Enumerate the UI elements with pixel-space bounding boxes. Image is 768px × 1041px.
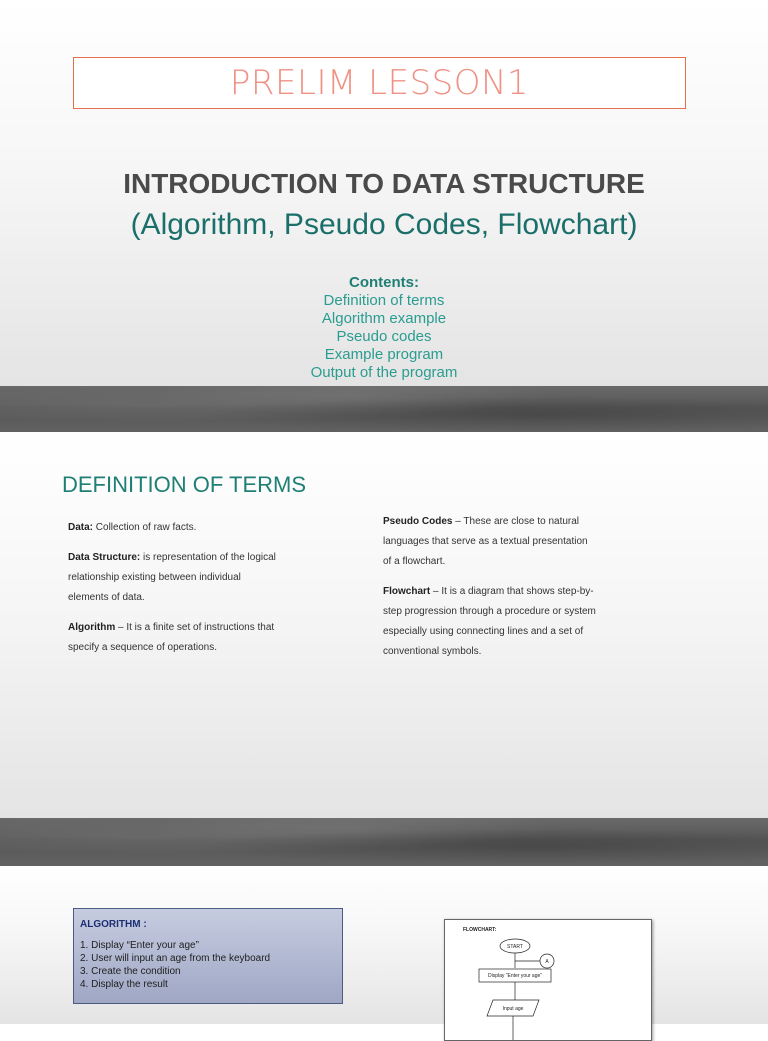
- start-label: START: [507, 944, 523, 950]
- contents-item: Definition of terms: [323, 292, 445, 309]
- contents-heading: Contents:: [349, 274, 419, 291]
- concrete-band: [0, 386, 768, 434]
- algorithm-step: 3. Create the condition: [80, 966, 181, 977]
- algorithm-steps: [80, 939, 336, 991]
- contents-item: Output of the program: [310, 364, 458, 381]
- definition-text: – It is a diagram that shows step-by-step progression through a procedure or system especially using connecting lines and a set of conventional symbols.: [383, 586, 596, 657]
- algorithm-step: 2. User will input an age from the keyboard: [80, 953, 271, 964]
- main-heading: INTRODUCTION TO DATA STRUCTURE: [123, 168, 645, 199]
- algorithm-title: ALGORITHM :: [80, 919, 147, 930]
- definitions-left-column: [68, 518, 278, 668]
- definition-term: Flowchart: [383, 586, 431, 597]
- slide-definitions: [0, 432, 768, 818]
- definition-term: Pseudo Codes: [383, 516, 453, 527]
- connector-label: A: [545, 959, 549, 965]
- concrete-band: [0, 818, 768, 866]
- contents-section: [0, 274, 768, 382]
- flowchart-label: FLOWCHART:: [463, 927, 497, 933]
- display-label: Display “Enter your age”: [488, 973, 542, 979]
- contents-item: Algorithm example: [321, 310, 447, 327]
- definition-item: [68, 618, 278, 658]
- definition-text: is representation of the logical relationship existing between individual elements of data.: [68, 552, 276, 603]
- flowchart-diagram: [445, 920, 651, 1040]
- definitions-heading: DEFINITION OF TERMS: [62, 472, 307, 497]
- slide-algorithm: [0, 866, 768, 1024]
- contents-item: Example program: [324, 346, 444, 363]
- definition-text: – It is a finite set of instructions that specify a sequence of operations.: [68, 622, 275, 653]
- definition-item: [383, 512, 598, 572]
- definition-term: Algorithm: [68, 622, 116, 633]
- definition-term: Data:: [68, 522, 94, 533]
- sub-heading: (Algorithm, Pseudo Codes, Flowchart): [130, 208, 638, 241]
- slide-title: [0, 0, 768, 386]
- definition-item: [68, 518, 278, 538]
- contents-item: Pseudo codes: [336, 328, 432, 345]
- definition-text: Collection of raw facts.: [93, 522, 197, 533]
- definition-item: [383, 582, 598, 662]
- slide-title-text: PRELIM LESSON1: [229, 63, 530, 103]
- definition-text: – These are close to natural languages that serve as a textual presentation of a flowchart.: [383, 516, 588, 567]
- definition-item: [68, 548, 278, 608]
- contents-list: [0, 292, 768, 382]
- algorithm-box: [73, 908, 343, 1004]
- algorithm-step: 1. Display “Enter your age”: [80, 940, 199, 951]
- title-box: [73, 57, 686, 109]
- input-label: Input age: [502, 1006, 524, 1012]
- definitions-right-column: [383, 512, 598, 672]
- definition-term: Data Structure:: [68, 552, 141, 563]
- flowchart-box: [444, 919, 652, 1041]
- algorithm-step: 4. Display the result: [80, 979, 168, 990]
